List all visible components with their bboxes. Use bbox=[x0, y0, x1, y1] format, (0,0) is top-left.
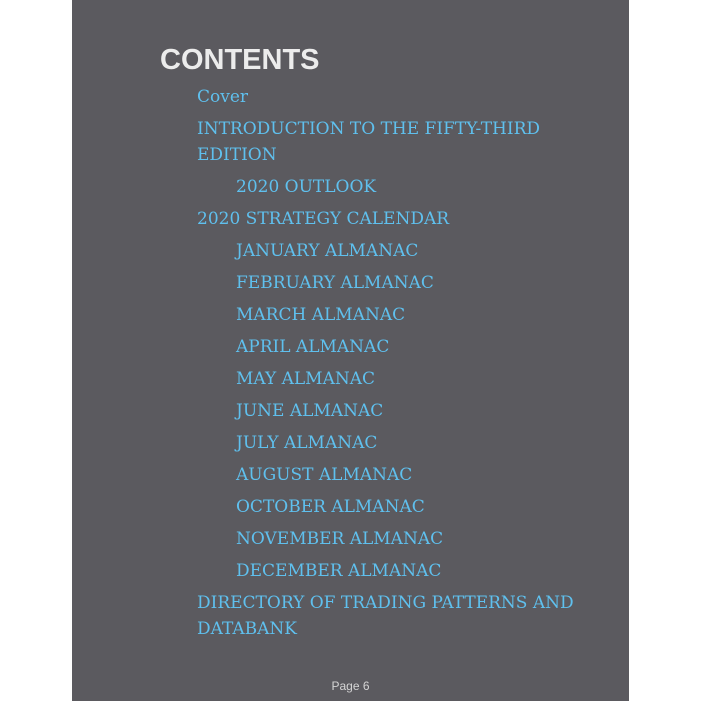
toc-link-may-almanac[interactable]: MAY ALMANAC bbox=[236, 369, 376, 389]
document-page bbox=[72, 0, 629, 701]
table-of-contents bbox=[72, 84, 629, 648]
toc-link-october-almanac[interactable]: OCTOBER ALMANAC bbox=[236, 497, 425, 517]
toc-link-2020-outlook[interactable]: 2020 OUTLOOK bbox=[236, 177, 377, 197]
toc-link-january-almanac[interactable]: JANUARY ALMANAC bbox=[236, 241, 419, 261]
toc-link-december-almanac[interactable]: DECEMBER ALMANAC bbox=[236, 561, 442, 581]
toc-link-april-almanac[interactable]: APRIL ALMANAC bbox=[236, 337, 390, 357]
toc-link-february-almanac[interactable]: FEBRUARY ALMANAC bbox=[236, 273, 434, 293]
toc-link-cover[interactable]: Cover bbox=[197, 87, 249, 107]
toc-link-august-almanac[interactable]: AUGUST ALMANAC bbox=[236, 465, 413, 485]
toc-link-introduction[interactable]: INTRODUCTION TO THE FIFTY-THIRD EDITION bbox=[197, 119, 541, 165]
toc-link-november-almanac[interactable]: NOVEMBER ALMANAC bbox=[236, 529, 444, 549]
toc-link-strategy-calendar[interactable]: 2020 STRATEGY CALENDAR bbox=[197, 209, 450, 229]
contents-heading: CONTENTS bbox=[160, 44, 320, 76]
toc-link-june-almanac[interactable]: JUNE ALMANAC bbox=[236, 401, 384, 421]
page-number: Page 6 bbox=[331, 679, 370, 693]
toc-link-march-almanac[interactable]: MARCH ALMANAC bbox=[236, 305, 406, 325]
toc-link-july-almanac[interactable]: JULY ALMANAC bbox=[236, 433, 378, 453]
toc-link-directory-databank[interactable]: DIRECTORY OF TRADING PATTERNS AND DATABANK bbox=[197, 593, 574, 639]
